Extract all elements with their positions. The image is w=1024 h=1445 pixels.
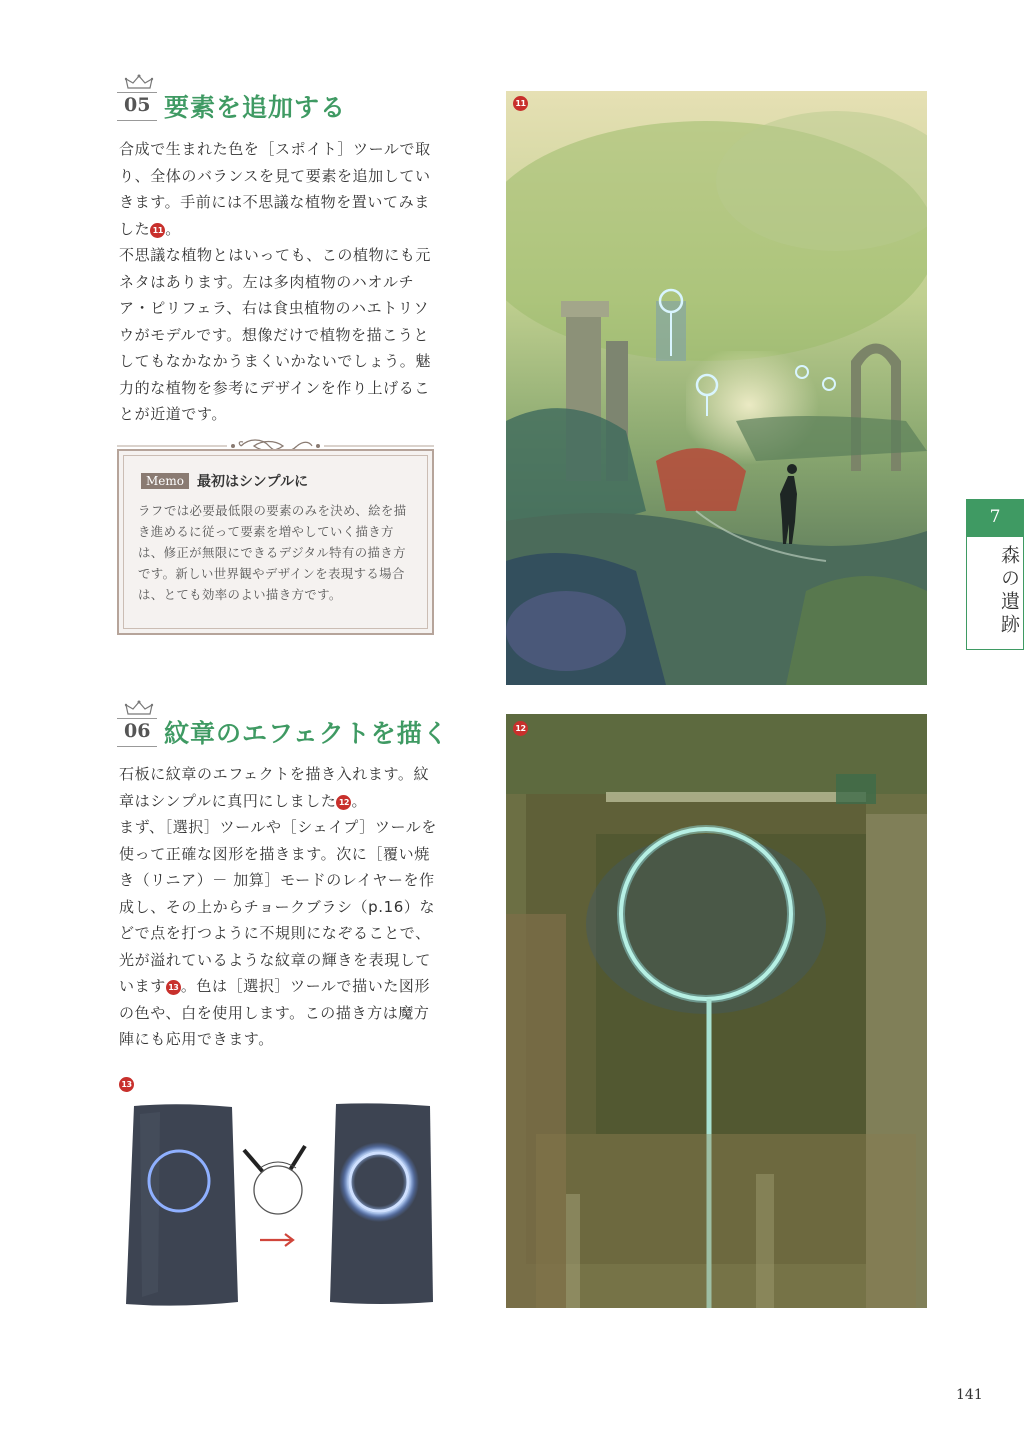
- figure-ref-badge: 11: [150, 223, 165, 238]
- figure-ref-badge: 12: [336, 795, 351, 810]
- crown-ornament-icon: [124, 700, 154, 716]
- chapter-tab-number: 7: [966, 499, 1024, 536]
- section-05-heading: [117, 74, 437, 124]
- crown-ornament-icon: [124, 74, 154, 90]
- section-06-body: [119, 761, 441, 1053]
- figure-13-effect-diagram: [120, 1102, 450, 1312]
- figure-11-label: 11: [513, 96, 528, 111]
- paragraph: 合成で生まれた色を［スポイト］ツールで取り、全体のバランスを見て要素を追加していきます。手前には不思議な植物を置いてみました 11 。: [119, 140, 431, 238]
- figure-11-forest-ruins-painting: [506, 91, 927, 685]
- figure-12-label: 12: [513, 721, 528, 736]
- section-06-heading: [117, 700, 447, 750]
- section-title: 紋章のエフェクトを描く: [164, 719, 449, 748]
- section-title: 要素を追加する: [164, 93, 347, 122]
- section-number: 05: [124, 94, 151, 116]
- figure-12-emblem-painting: [506, 714, 927, 1308]
- memo-box: [117, 449, 434, 635]
- section-number: 06: [124, 720, 151, 742]
- chapter-tab: [966, 536, 1024, 650]
- page-number: 141: [956, 1387, 983, 1403]
- memo-text: ラフでは必要最低限の要素のみを決め、絵を描き進めるに従って要素を増やしていく描き方は、修正が無限にできるデジタル特有の描き方です。新しい世界観やデザインを表現する場合は、とても効率のよい描き方です。: [138, 503, 407, 602]
- section-05-body: [119, 136, 437, 428]
- figure-ref-badge: 13: [166, 980, 181, 995]
- paragraph: 石板に紋章のエフェクトを描き入れます。紋章はシンプルに真円にしました 12 。: [119, 765, 430, 810]
- memo-tag: Memo: [141, 473, 189, 489]
- paragraph: まず、［選択］ツールや［シェイプ］ツールを使って正確な図形を描きます。次に［覆い焼き（リニア）－ 加算］モードのレイヤーを作成し、その上からチョークブラシ（p.16）などで点を打つように不規則になぞることで、光が溢れているような紋章の輝きを表現しています 13 。色は［選択］ツールで描いた図形の色や、白を使用します。この描き方は魔方陣にも応用できます。: [119, 818, 438, 1048]
- figure-13-label: 13: [119, 1077, 134, 1092]
- chapter-tab-title: 森の遺跡: [998, 545, 1020, 637]
- paragraph: 不思議な植物とはいっても、この植物にも元ネタはあります。左は多肉植物のハオルチア・ピリフェラ、右は食虫植物のハエトリソウがモデルです。想像だけで植物を描こうとしてもなかなかうまくいかないでしょう。魅力的な植物を参考にデザインを作り上げることが近道です。: [119, 246, 432, 423]
- memo-title: 最初はシンプルに: [197, 474, 309, 490]
